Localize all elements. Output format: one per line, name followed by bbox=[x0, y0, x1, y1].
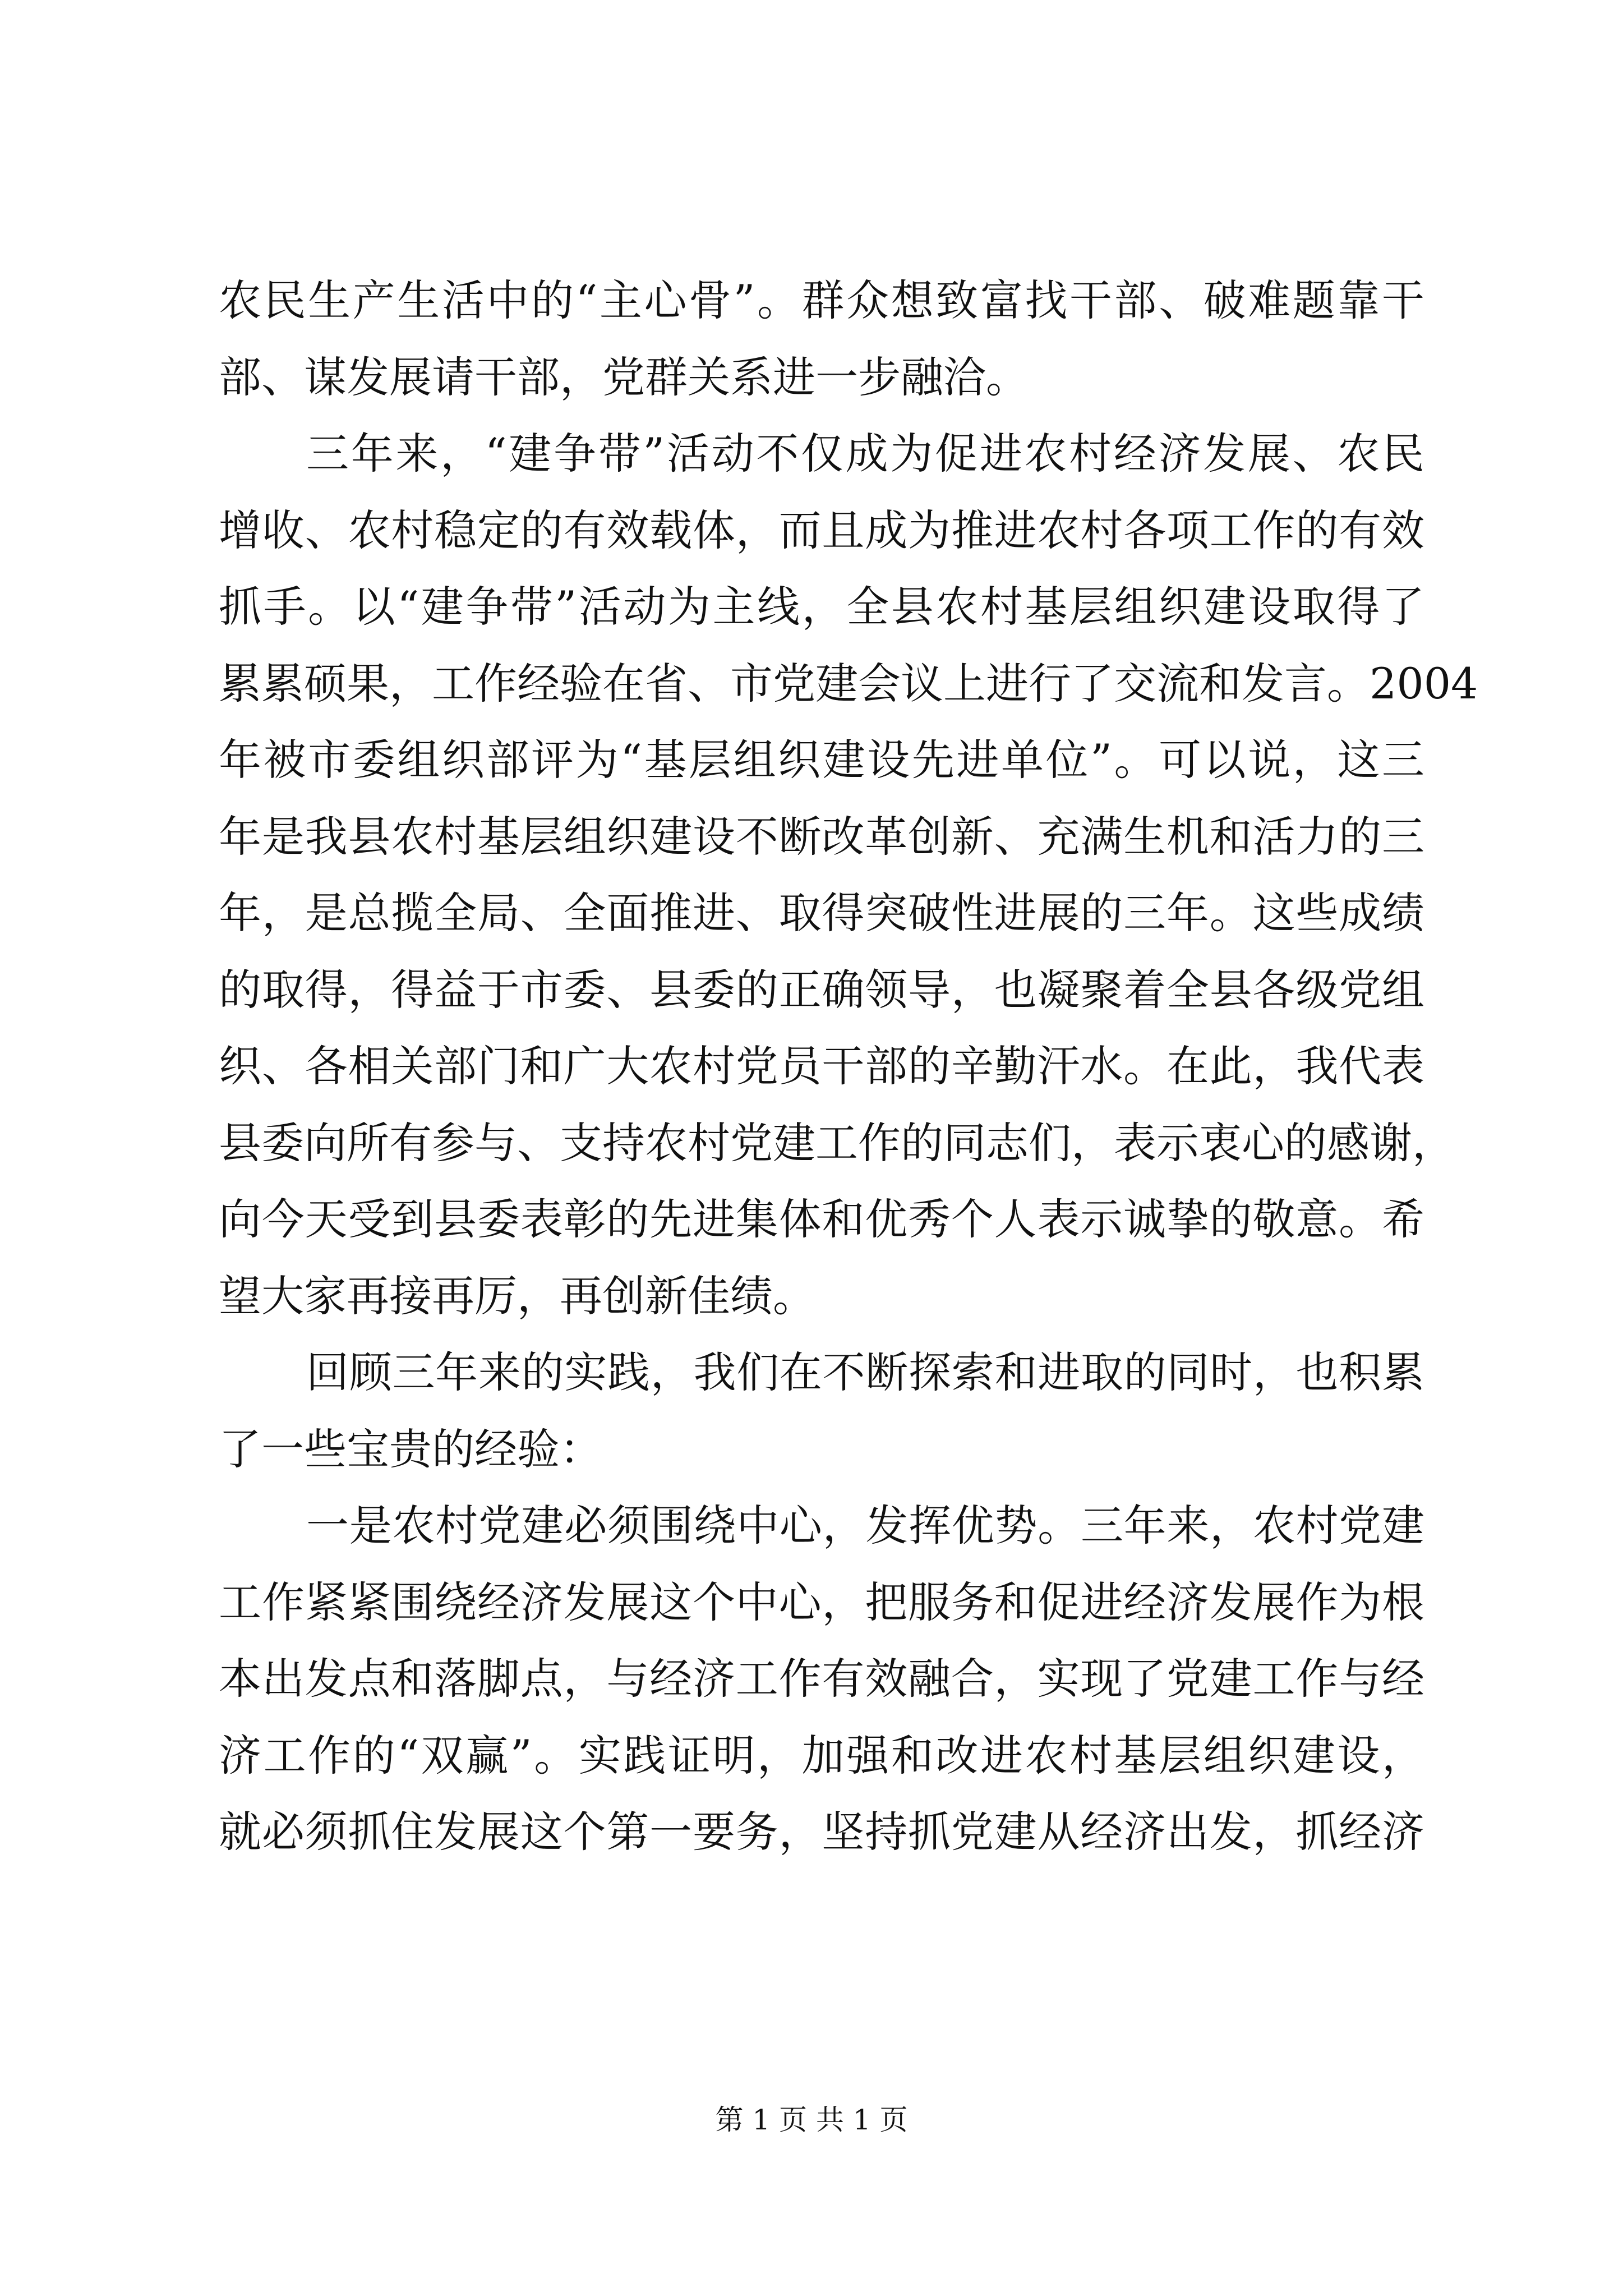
text-line: 织 、 各 相 关 部 门 和 广 大 农 村 党 员 干 部 的 辛 勤 汗 水 。 在 此 ， 我 代 表 bbox=[219, 1041, 1424, 1091]
text-line: 部 、 谋 发 展 请 干 部 ， 党 群 关 系 进 一 步 融 洽 。 bbox=[219, 352, 1029, 402]
text-line: 年 是 我 县 农 村 基 层 组 织 建 设 不 断 改 革 创 新 、 充 满 生 机 和 活 力 的 三 bbox=[219, 811, 1424, 862]
text-line: 向 今 天 受 到 县 委 表 彰 的 先 进 集 体 和 优 秀 个 人 表 示 诚 挚 的 敬 意 。 希 bbox=[219, 1194, 1424, 1244]
text-line: 就 必 须 抓 住 发 展 这 个 第 一 要 务 ， 坚 持 抓 党 建 从 经 济 出 发 ， 抓 经 济 bbox=[219, 1807, 1424, 1857]
text-line: 抓 手 。 以 “ 建 争 带 ” 活 动 为 主 线 ， 全 县 农 村 基 层 组 织 建 设 取 得 了 bbox=[219, 582, 1424, 632]
text-line: 工 作 紧 紧 围 绕 经 济 发 展 这 个 中 心 ， 把 服 务 和 促 进 经 济 发 展 作 为 根 bbox=[219, 1577, 1424, 1627]
text-line: 回 顾 三 年 来 的 实 践 ， 我 们 在 不 断 探 索 和 进 取 的 同 时 ， 也 积 累 bbox=[306, 1347, 1424, 1397]
text-line: 县 委 向 所 有 参 与 、 支 持 农 村 党 建 工 作 的 同 志 们 ， 表 示 衷 心 的 感 谢 ， bbox=[219, 1117, 1455, 1168]
text-line: 增 收 、 农 村 稳 定 的 有 效 载 体 ， 而 且 成 为 推 进 农 村 各 项 工 作 的 有 效 bbox=[219, 505, 1424, 555]
text-line: 济 工 作 的 “ 双 赢 ” 。 实 践 证 明 ， 加 强 和 改 进 农 村 基 层 组 织 建 设 ， bbox=[219, 1730, 1424, 1780]
text-line: 累 累 硕 果 ， 工 作 经 验 在 省 、 市 党 建 会 议 上 进 行 了 交 流 和 发 言 。 2004 bbox=[219, 658, 1478, 708]
text-line: 年 ， 是 总 揽 全 局 、 全 面 推 进 、 取 得 突 破 性 进 展 的 三 年 。 这 些 成 绩 bbox=[219, 888, 1424, 938]
text-line: 本 出 发 点 和 落 脚 点 ， 与 经 济 工 作 有 效 融 合 ， 实 现 了 党 建 工 作 与 经 bbox=[219, 1654, 1424, 1704]
text-line: 一 是 农 村 党 建 必 须 围 绕 中 心 ， 发 挥 优 势 。 三 年 来 ， 农 村 党 建 bbox=[306, 1501, 1424, 1550]
text-line: 农 民 生 产 生 活 中 的 “ 主 心 骨 ” 。 群 众 想 致 富 找 干 部 、 破 难 题 靠 干 bbox=[219, 275, 1424, 325]
text-line: 的 取 得 ， 得 益 于 市 委 、 县 委 的 正 确 领 导 ， 也 凝 聚 着 全 县 各 级 党 组 bbox=[219, 964, 1424, 1015]
text-line: 年 被 市 委 组 织 部 评 为 “ 基 层 组 织 建 设 先 进 单 位 ” 。 可 以 说 ， 这 三 bbox=[219, 735, 1424, 785]
page-number-footer: 第 1 页 共 1 页 bbox=[715, 2104, 908, 2136]
document-body bbox=[219, 263, 1478, 1871]
text-line: 望 大 家 再 接 再 厉 ， 再 创 新 佳 绩 。 bbox=[219, 1271, 815, 1321]
text-line: 了 一 些 宝 贵 的 经 验 ： bbox=[219, 1424, 602, 1474]
text-line: 三 年 来 ， “ 建 争 带 ” 活 动 不 仅 成 为 促 进 农 村 经 济 发 展 、 农 民 bbox=[306, 429, 1424, 478]
